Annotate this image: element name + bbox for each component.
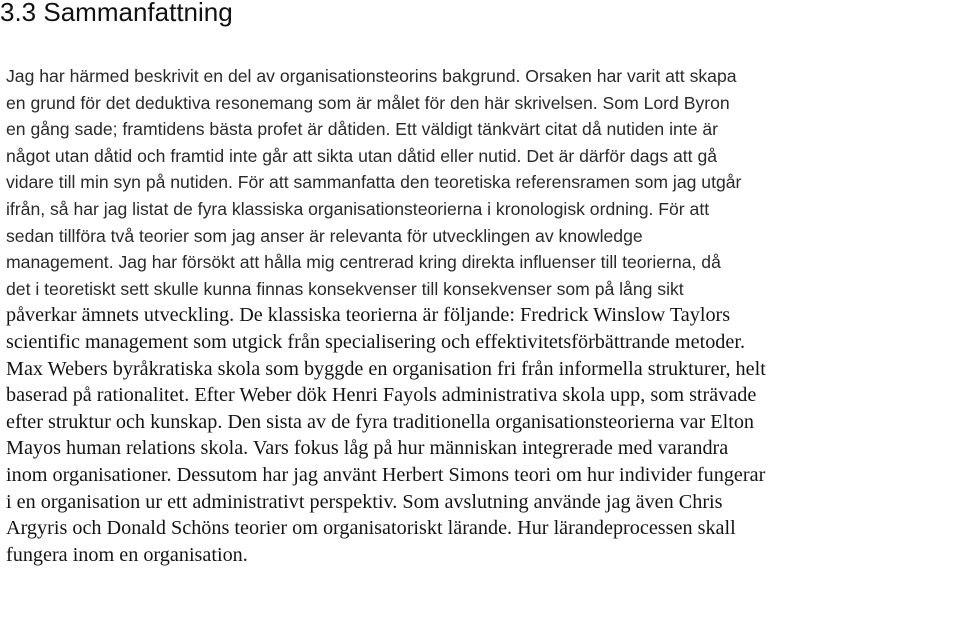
paragraph-line: vidare till min syn på nutiden. För att sammanfatta den teoretiska referensramen som jag utgår bbox=[6, 172, 742, 193]
paragraph-line: scientific management som utgick från specialisering och effektivitetsförbättrande metoder. bbox=[6, 330, 746, 353]
paragraph-line: en grund för det deduktiva resonemang som är målet för den här skrivelsen. Som Lord Byron bbox=[6, 92, 730, 113]
paragraph-line: baserad på rationalitet. Efter Weber dök Henri Fayols administrativa skola upp, som strävade bbox=[6, 384, 757, 407]
paragraph-line: i en organisation ur ett administrativt perspektiv. Som avslutning använde jag även Chris bbox=[6, 490, 723, 513]
paragraph-line: ifrån, så har jag listat de fyra klassiska organisationsteorierna i kronologisk ordning. För att bbox=[6, 198, 710, 219]
paragraph-line: det i teoretiskt sett skulle kunna finnas konsekvenser till konsekvenser som på lång sikt bbox=[6, 278, 684, 299]
paragraph-line: inom organisationer. Dessutom har jag använt Herbert Simons teori om hur individer fungerar bbox=[6, 463, 766, 486]
paragraph-line: Max Webers byråkratiska skola som byggde en organisation fri från informella strukturer, helt bbox=[6, 357, 766, 380]
paragraph-line: Argyris och Donald Schöns teorier om organisatoriskt lärande. Hur lärandeprocessen skall bbox=[6, 517, 736, 540]
paragraph-line: en gång sade; framtidens bästa profet är dåtiden. Ett väldigt tänkvärt citat då nutiden inte är bbox=[6, 119, 719, 140]
paragraph-line: fungera inom en organisation. bbox=[6, 543, 248, 566]
summary-paragraph bbox=[6, 63, 956, 568]
paragraph-line: efter struktur och kunskap. Den sista av de fyra traditionella organisationsteorierna var Elton bbox=[6, 410, 755, 433]
section-heading: 3.3 Sammanfattning bbox=[0, 0, 233, 27]
paragraph-line: påverkar ämnets utveckling. De klassiska teorierna är följande: Fredrick Winslow Taylors bbox=[6, 304, 731, 327]
paragraph-line: Mayos human relations skola. Vars fokus låg på hur människan integrerade med varandra bbox=[6, 437, 729, 460]
paragraph-line: sedan tillföra två teorier som jag anser är relevanta för utvecklingen av knowledge bbox=[6, 225, 643, 246]
paragraph-line: något utan dåtid och framtid inte går att sikta utan dåtid eller nutid. Det är därför dags att gå bbox=[6, 145, 718, 166]
paragraph-line: management. Jag har försökt att hålla mig centrerad kring direkta influenser till teorierna, då bbox=[6, 252, 721, 273]
paragraph-line: Jag har härmed beskrivit en del av organisationsteorins bakgrund. Orsaken har varit att skapa bbox=[6, 66, 737, 86]
